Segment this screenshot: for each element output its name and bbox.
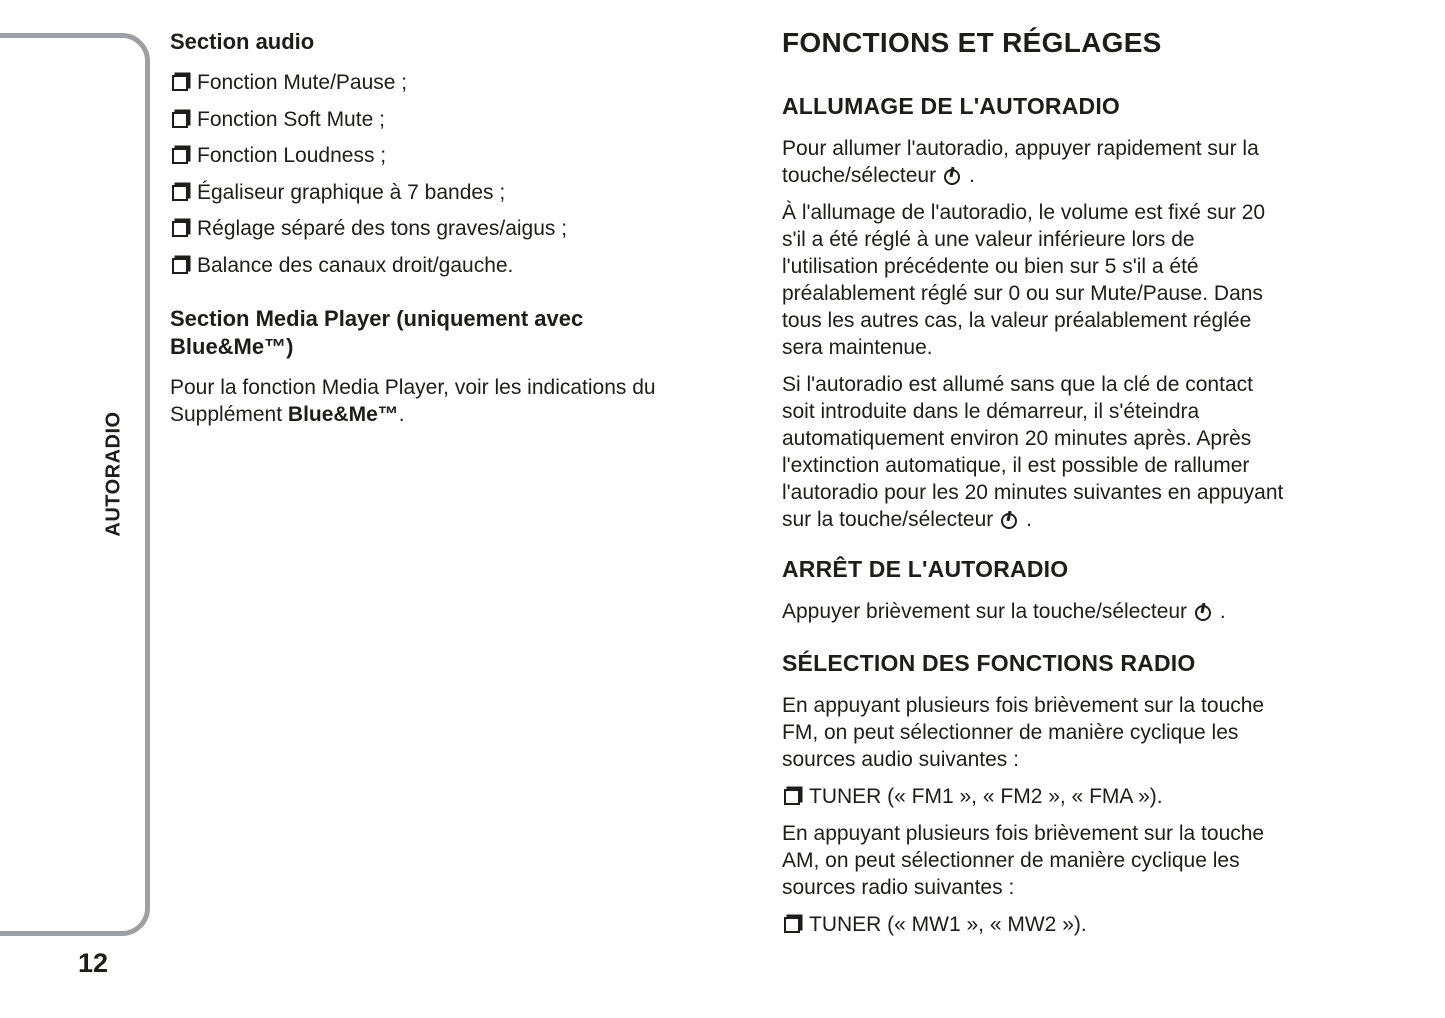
paragraph <box>782 692 1407 773</box>
body-line: l'utilisation précédente ou bien sur 5 s'il a été <box>782 255 1199 278</box>
body-line: sources radio suivantes : <box>782 876 1015 899</box>
power-icon <box>1195 605 1211 621</box>
list-item-label: Fonction Mute/Pause ; <box>197 71 408 95</box>
body-text: Supplément <box>170 403 288 426</box>
body-line: tous les autres cas, la valeur préalablement réglée <box>782 309 1252 332</box>
paragraph <box>782 371 1407 533</box>
body-text: Appuyer brièvement sur la touche/sélecteur <box>782 600 1188 623</box>
body-line <box>782 598 1407 625</box>
body-text: . <box>398 403 405 426</box>
body-text: sur la touche/sélecteur <box>782 508 994 531</box>
square-bullet-icon <box>172 112 188 128</box>
paragraph <box>782 199 1407 361</box>
bullet-label: TUNER (« MW1 », « MW2 »). <box>809 913 1087 936</box>
square-bullet-icon <box>784 917 800 933</box>
list-item-label: Balance des canaux droit/gauche. <box>197 253 514 277</box>
power-icon <box>1001 513 1017 529</box>
body-text: . <box>1020 508 1032 531</box>
chapter-tab-outline <box>0 33 150 936</box>
body-line: À l'allumage de l'autoradio, le volume est fixé sur 20 <box>782 201 1266 224</box>
audio-feature-list <box>170 65 765 284</box>
paragraph <box>782 820 1407 901</box>
body-line: AM, on peut sélectionner de manière cyclique les <box>782 849 1240 872</box>
section-heading-allumage: ALLUMAGE DE L'AUTORADIO <box>782 93 1121 119</box>
body-line <box>170 401 765 428</box>
paragraph <box>782 135 1407 189</box>
power-icon <box>944 169 960 185</box>
body-text: . <box>1214 600 1226 623</box>
audio-section-heading: Section audio <box>170 29 315 54</box>
list-item <box>170 211 765 248</box>
body-line: automatiquement environ 20 minutes après. Après <box>782 427 1252 450</box>
body-line: s'il a été réglé à une valeur inférieure lors de <box>782 228 1195 251</box>
body-line: l'autoradio pour les 20 minutes suivantes en appuyant <box>782 481 1284 504</box>
body-line: préalablement réglé sur 0 ou sur Mute/Pause. Dans <box>782 282 1263 305</box>
left-column <box>170 28 765 438</box>
body-line: FM, on peut sélectionner de manière cyclique les <box>782 721 1239 744</box>
list-item <box>170 102 765 139</box>
body-line: Si l'autoradio est allumé sans que la clé de contact <box>782 373 1253 396</box>
page-title: FONCTIONS ET RÉGLAGES <box>782 27 1162 58</box>
section-heading-arret: ARRÊT DE L'AUTORADIO <box>782 556 1069 582</box>
paragraph <box>782 598 1407 625</box>
list-item <box>170 175 765 212</box>
chapter-tab-label: AUTORADIO <box>102 411 125 537</box>
bullet-label: TUNER (« FM1 », « FM2 », « FMA »). <box>809 785 1163 808</box>
bullet-line <box>782 911 1407 938</box>
square-bullet-icon <box>172 221 188 237</box>
list-item <box>170 65 765 102</box>
list-item <box>170 248 765 285</box>
body-line: En appuyant plusieurs fois brièvement sur la touche <box>782 694 1265 717</box>
heading-line: Section Media Player (uniquement avec <box>170 306 584 331</box>
body-line <box>782 162 1407 189</box>
body-line: Pour allumer l'autoradio, appuyer rapidement sur la <box>782 137 1259 160</box>
body-line <box>782 506 1407 533</box>
body-text: touche/sélecteur <box>782 164 937 187</box>
bold-text: Blue&Me™ <box>287 403 399 426</box>
body-line: Pour la fonction Media Player, voir les indications du <box>170 376 656 399</box>
body-line: l'extinction automatique, il est possible de rallumer <box>782 454 1250 477</box>
body-text: . <box>963 164 975 187</box>
page-number: 12 <box>78 948 109 978</box>
body-line: sources audio suivantes : <box>782 748 1019 771</box>
square-bullet-icon <box>172 258 188 274</box>
list-item-label: Fonction Loudness ; <box>197 144 387 168</box>
list-item-label: Réglage séparé des tons graves/aigus ; <box>197 217 568 241</box>
section-heading-selection: SÉLECTION DES FONCTIONS RADIO <box>782 650 1196 676</box>
square-bullet-icon <box>172 148 188 164</box>
body-line: soit introduite dans le démarreur, il s'éteindra <box>782 400 1200 423</box>
list-item-label: Fonction Soft Mute ; <box>197 107 385 131</box>
right-column <box>782 26 1407 948</box>
list-item-label: Égaliseur graphique à 7 bandes ; <box>197 180 506 204</box>
square-bullet-icon <box>784 789 800 805</box>
square-bullet-icon <box>172 185 188 201</box>
media-player-section-heading <box>170 305 765 361</box>
body-line: En appuyant plusieurs fois brièvement sur la touche <box>782 822 1265 845</box>
media-player-paragraph <box>170 374 765 428</box>
heading-line: Blue&Me™) <box>170 334 294 359</box>
bullet-line <box>782 783 1407 810</box>
body-line: sera maintenue. <box>782 336 933 359</box>
square-bullet-icon <box>172 75 188 91</box>
list-item <box>170 138 765 175</box>
